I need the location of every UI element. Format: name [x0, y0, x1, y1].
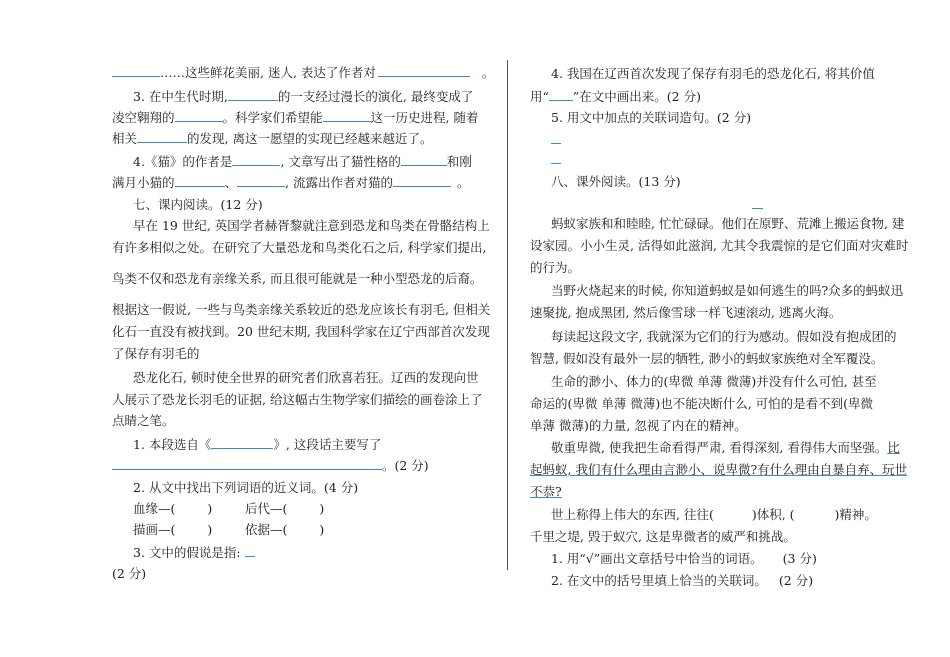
blank[interactable]: [175, 109, 223, 122]
underlined-sentence: 起蚂蚁, 我们有什么理由言渺小、说卑微?有什么理由自暴自弃、玩世: [530, 462, 908, 477]
column-divider: [507, 60, 508, 570]
fill-line-1: ……这些鲜花美丽, 迷人, 表达了作者对 。: [112, 64, 494, 81]
blank[interactable]: [175, 174, 225, 187]
question-3-line-2: 凌空翱翔的 。科学家们希望能 这一历史进程, 随着: [112, 110, 479, 125]
question-3-line-3: 相关 的发现, 离这一愿望的实现已经越来越近了。: [112, 131, 433, 146]
blank[interactable]: [323, 109, 371, 122]
blank[interactable]: [211, 436, 273, 449]
passage-line: 世上称得上伟大的东西, 往往( )体积, ( )精神。: [551, 507, 877, 522]
blank[interactable]: [378, 64, 470, 77]
question-4: 4.《猫》的作者是 , 文章写出了猫性格的 和刚: [133, 154, 472, 169]
passage-line: 生命的渺小、体力的(卑微 单薄 微薄)并没有什么可怕, 甚至: [551, 374, 877, 389]
blank[interactable]: [228, 88, 278, 101]
passage-line: 每读起这段文字, 我就深为它们的行为感动。假如没有抱成团的: [551, 329, 897, 344]
answer-mark[interactable]: [551, 132, 561, 148]
blank[interactable]: [237, 174, 285, 187]
blank[interactable]: [549, 88, 573, 101]
passage-line: 鸟类不仅和恐龙有亲缘关系, 而且很可能就是一种小型恐龙的后裔。: [112, 271, 483, 286]
answer-mark[interactable]: [551, 152, 561, 168]
passage-line: 单薄 微薄)的力量, 忽视了内在的精神。: [530, 418, 747, 433]
passage-line: 化石一直没有被找到。20 世纪末期, 我国科学家在辽宁西部首次发现: [112, 324, 490, 339]
question-1: 1. 用“√”画出文章括号中恰当的词语。 (3 分): [551, 551, 817, 566]
blank[interactable]: [112, 64, 160, 77]
answer-line[interactable]: [112, 457, 382, 470]
question-4: 4. 我国在辽西首次发现了保存有羽毛的恐龙化石, 将其价值: [551, 66, 875, 81]
question-5: 5. 用文中加点的关联词造句。(2 分): [551, 110, 752, 125]
passage-line: 恐龙化石, 顿时使全世界的研究者们欣喜若狂。辽西的发现向世: [133, 370, 479, 385]
passage-line: 敬重卑微, 使我把生命看得严肃, 看得深刻, 看得伟大而坚强。比: [551, 440, 900, 455]
synonym-row: 依据—( ): [245, 522, 325, 537]
passage-line: 早在 19 世纪, 英国学者赫胥黎就注意到恐龙和鸟类在骨骼结构上: [133, 218, 490, 233]
underlined-sentence: 不恭?: [530, 484, 562, 499]
passage-line: 有许多相似之处。在研究了大量恐龙和鸟类化石之后, 科学家们提出,: [112, 240, 487, 255]
question-4-line-2: 用“ ”在文中画出来。(2 分): [530, 89, 701, 104]
blank[interactable]: [137, 130, 187, 143]
question-3: 3. 在中生代时期, 的一支经过漫长的演化, 最终变成了: [133, 89, 474, 104]
answer-line[interactable]: [245, 546, 255, 557]
passage-line: 当野火烧起来的时候, 你知道蚂蚁是如何逃生的吗?众多的蚂蚁迅: [551, 283, 904, 298]
passage-line: 点睛之笔。: [112, 413, 175, 428]
passage-line: 根据这一假说, 一些与鸟类亲缘关系较近的恐龙应该长有羽毛, 但相关: [112, 302, 491, 317]
question-2: 2. 在文中的括号里填上恰当的关联词。 (2 分): [551, 573, 814, 588]
question-2: 2. 从文中找出下列词语的近义词。(4 分): [133, 480, 359, 495]
synonym-row: 后代—( ): [245, 501, 325, 516]
question-1: 1. 本段选自《 》, 这段话主要写了: [133, 437, 382, 452]
blank[interactable]: [232, 153, 280, 166]
passage-line: 命运的(卑微 单薄 微薄)也不能决断什么, 可怕的是看不到(卑微: [530, 396, 874, 411]
passage-line: 蚂蚁家族和和睦睦, 忙忙碌碌。他们在原野、荒滩上搬运食物, 建: [551, 216, 905, 231]
question-3-hypothesis: 3. 文中的假说是指:: [133, 545, 255, 561]
question-1-answer: 。(2 分): [112, 457, 429, 474]
score-label: (2 分): [112, 566, 147, 581]
passage-line: 速聚拢, 抱成黑团, 然后像雪球一样飞速滚动, 逃离火海。: [530, 305, 842, 320]
passage-line: 的行为。: [530, 260, 581, 275]
passage-line: 了保存有羽毛的: [112, 346, 200, 361]
passage-line: 智慧, 假如没有最外一层的牺牲, 渺小的蚂蚁家族绝对全军覆没。: [530, 351, 884, 366]
synonym-row: 描画—( ): [133, 522, 213, 537]
section-8-heading: 八、课外阅读。(13 分): [551, 174, 681, 189]
passage-line: 人展示了恐龙长羽毛的证据, 给这幅古生物学家们描绘的画卷涂上了: [112, 392, 483, 407]
passage-line: 千里之堤, 毁于蚁穴, 这是卑微者的威严和挑战。: [530, 529, 796, 544]
passage-line: 设家园。小小生灵, 活得如此滋润, 尤其令我震惊的是它们面对灾难时: [530, 238, 909, 253]
title-mark: [752, 197, 763, 213]
section-7-heading: 七、课内阅读。(12 分): [133, 197, 263, 212]
blank[interactable]: [393, 174, 451, 187]
question-4-line-2: 满月小猫的 、 , 流露出作者对猫的 。: [112, 175, 470, 190]
blank[interactable]: [401, 153, 447, 166]
synonym-row: 血缘—( ): [133, 501, 213, 516]
